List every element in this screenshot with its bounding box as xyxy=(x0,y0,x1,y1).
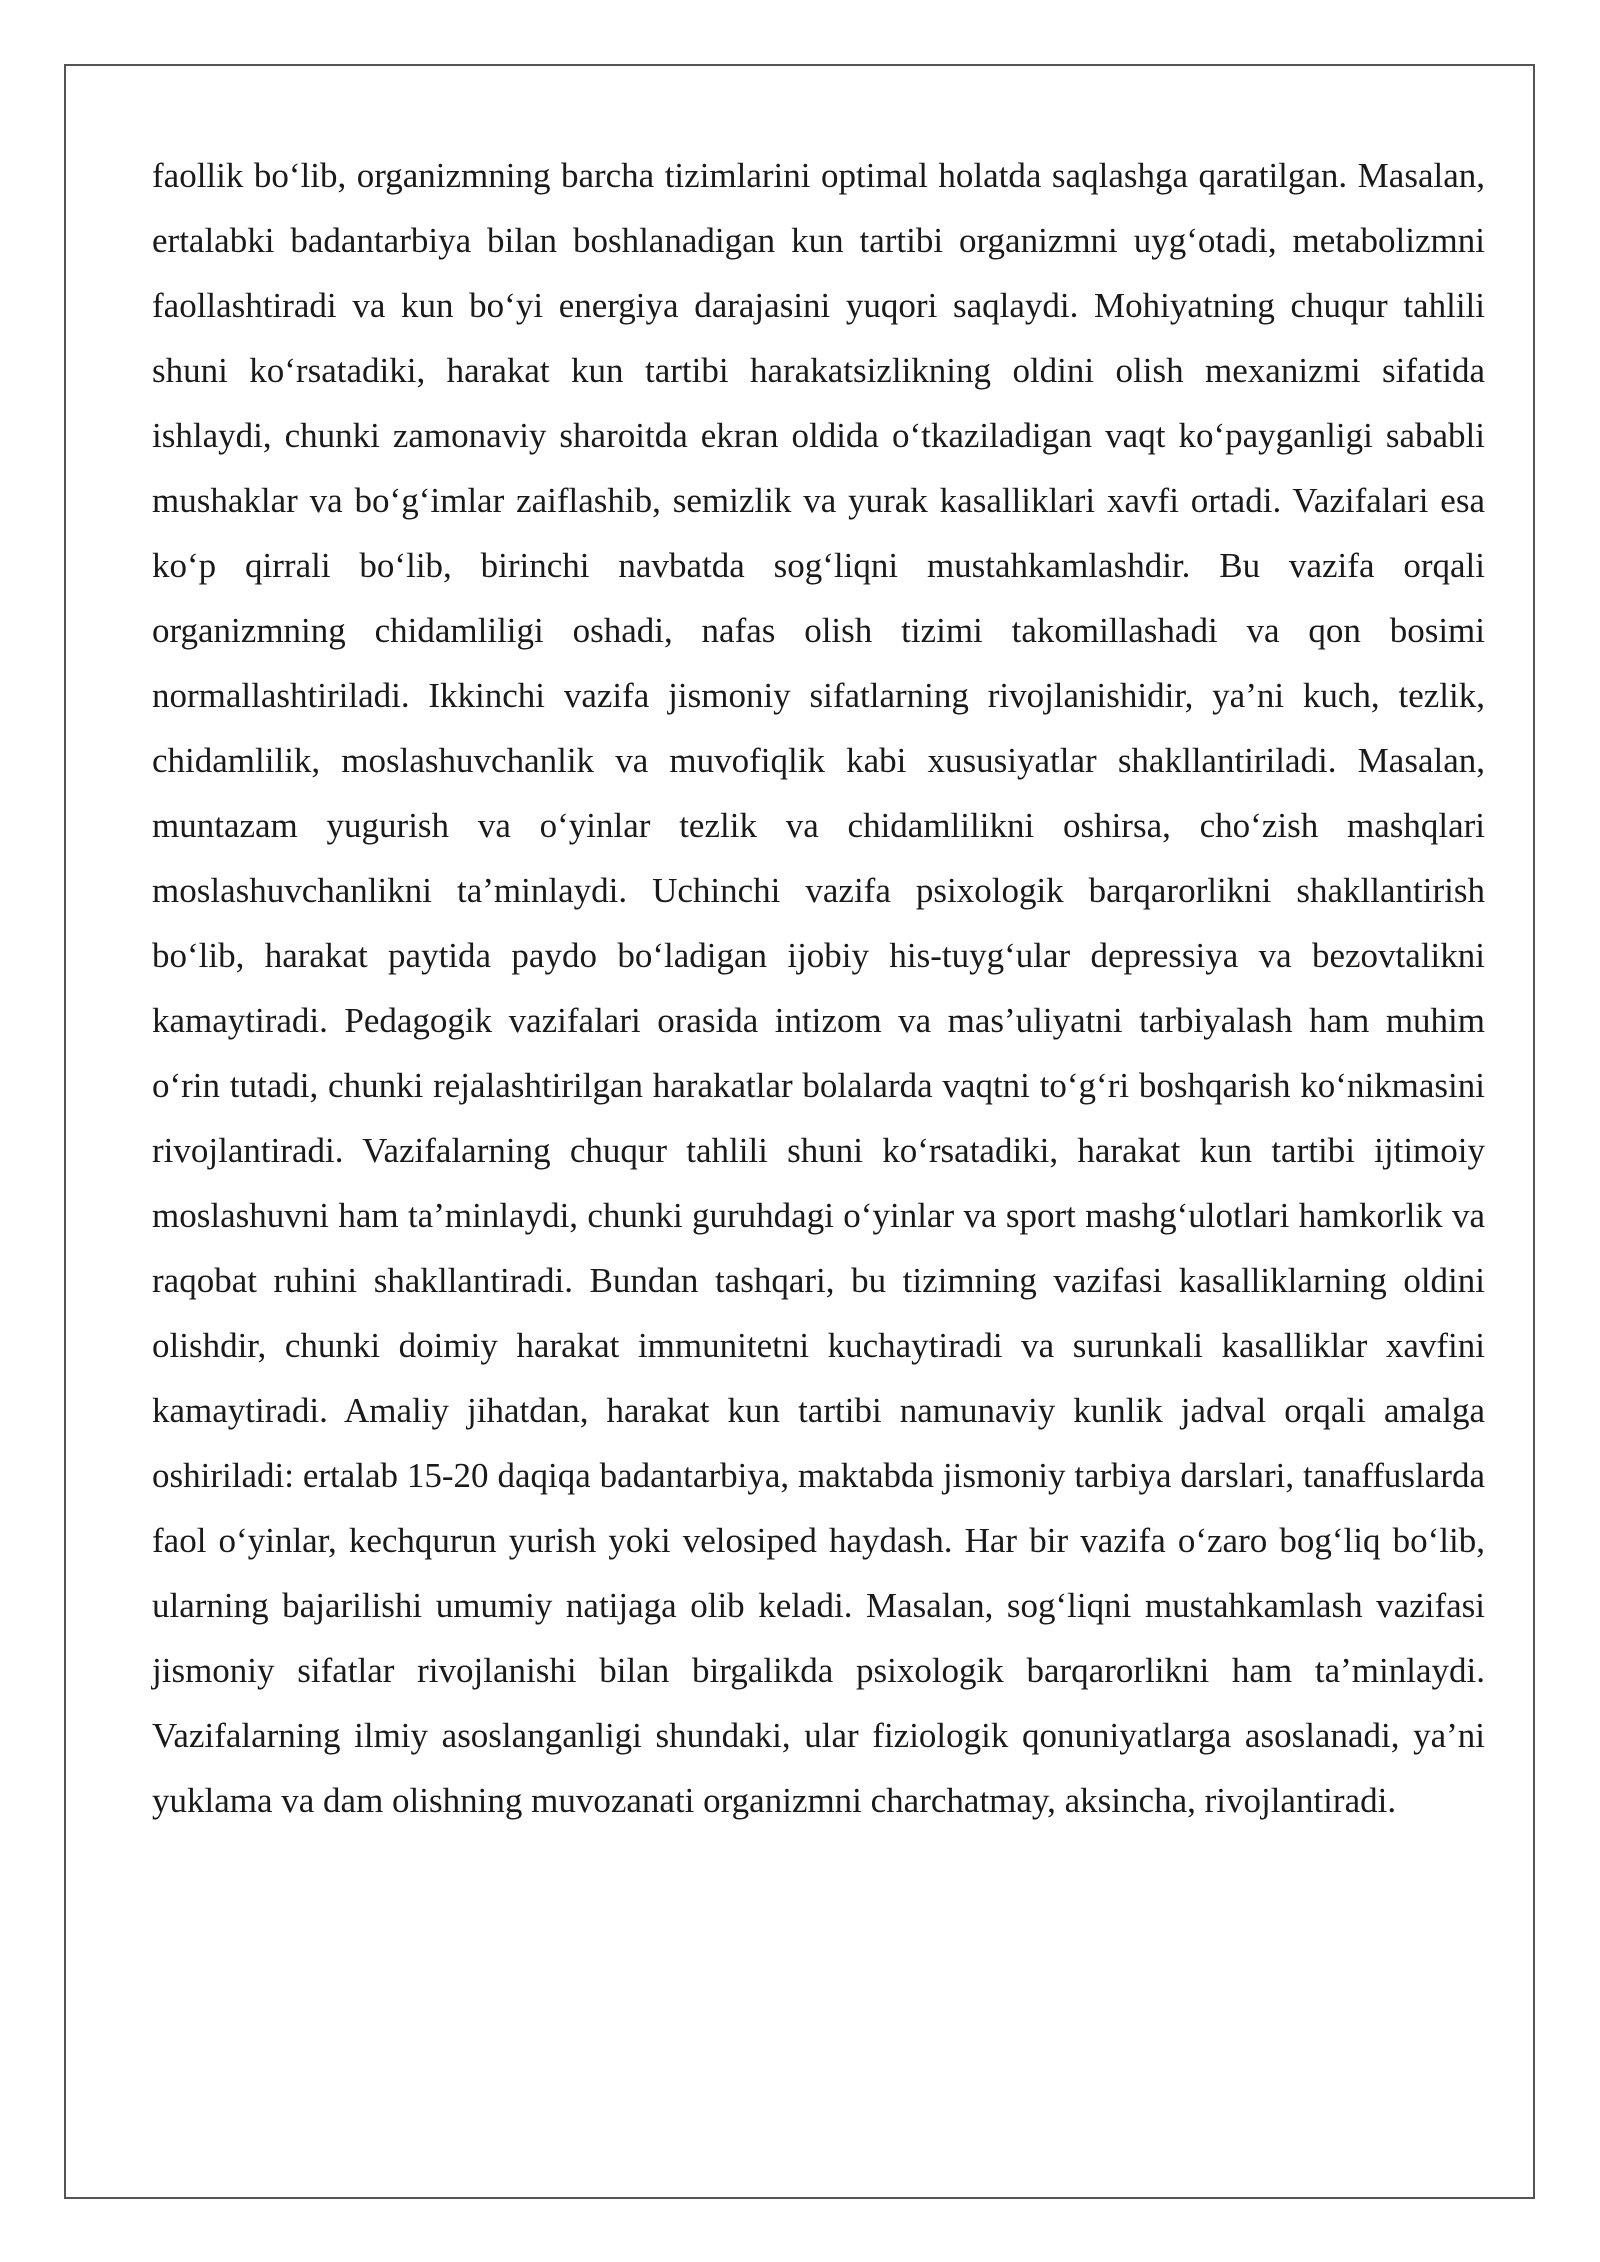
body-paragraph: faollik bo‘lib, organizmning barcha tizimlarini optimal holatda saqlashga qaratilgan. Masalan, ertalabki badantarbiya bilan boshlanadigan kun tartibi organizmni uyg‘otadi, metabolizmni faollashtiradi va kun bo‘yi energiya darajasini yuqori saqlaydi. Mohiyatning chuqur tahlili shuni ko‘rsatadiki, harakat kun tartibi harakatsizlikning oldini olish mexanizmi sifatida ishlaydi, chunki zamonaviy sharoitda ekran oldida o‘tkaziladigan vaqt ko‘payganligi sababli mushaklar va bo‘g‘imlar zaiflashib, semizlik va yurak kasalliklari xavfi ortadi. Vazifalari esa ko‘p qirrali bo‘lib, birinchi navbatda sog‘liqni mustahkamlashdir. Bu vazifa orqali organizmning chidamliligi oshadi, nafas olish tizimi takomillashadi va qon bosimi normallashtiriladi. Ikkinchi vazifa jismoniy sifatlarning rivojlanishidir, ya’ni kuch, tezlik, chidamlilik, moslashuvchanlik va muvofiqlik kabi xususiyatlar shakllantiriladi. Masalan, muntazam yugurish va o‘yinlar tezlik va chidamlilikni oshirsa, cho‘zish mashqlari moslashuvchanlikni ta’minlaydi. Uchinchi vazifa psixologik barqarorlikni shakllantirish bo‘lib, harakat paytida paydo bo‘ladigan ijobiy his-tuyg‘ular depressiya va bezovtalikni kamaytiradi. Pedagogik vazifalari orasida intizom va mas’uliyatni tarbiyalash ham muhim o‘rin tutadi, chunki rejalashtirilgan harakatlar bolalarda vaqtni to‘g‘ri boshqarish ko‘nikmasini rivojlantiradi. Vazifalarning chuqur tahlili shuni ko‘rsatadiki, harakat kun tartibi ijtimoiy moslashuvni ham ta’minlaydi, chunki guruhdagi o‘yinlar va sport mashg‘ulotlari hamkorlik va raqobat ruhini shakllantiradi. Bundan tashqari, bu tizimning vazifasi kasalliklarning oldini olishdir, chunki doimiy harakat immunitetni kuchaytiradi va surunkali kasalliklar xavfini kamaytiradi. Amaliy jihatdan, harakat kun tartibi namunaviy kunlik jadval orqali amalga oshiriladi: ertalab 15-20 daqiqa badantarbiya, maktabda jismoniy tarbiya darslari, tanaffuslarda faol o‘yinlar, kechqurun yurish yoki velosiped haydash. Har bir vazifa o‘zaro bog‘liq bo‘lib, ularning bajarilishi umumiy natijaga olib keladi. Masalan, sog‘liqni mustahkamlash vazifasi jismoniy sifatlar rivojlanishi bilan birgalikda psixologik barqarorlikni ham ta’minlaydi. Vazifalarning ilmiy asoslanganligi shundaki, ular fiziologik qonuniyatlarga asoslanadi, ya’ni yuklama va dam olishning muvozanati organizmni charchatmay, aksincha, rivojlantiradi. xyxy=(152,156,1485,1820)
